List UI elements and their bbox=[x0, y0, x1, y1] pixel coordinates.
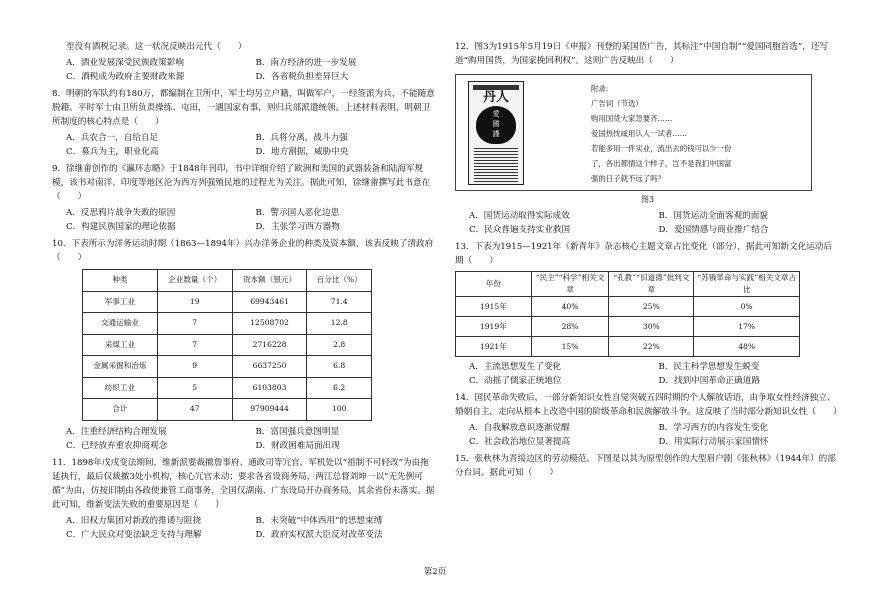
table-cell: 15% bbox=[531, 337, 609, 357]
option[interactable]: C．民众普遍支持实业救国 bbox=[469, 225, 571, 235]
option[interactable]: D．主张学习西方器物 bbox=[255, 222, 340, 232]
option[interactable]: A．反思鸦片战争失败的原因 bbox=[66, 208, 176, 218]
q8-options bbox=[66, 131, 437, 159]
table-row bbox=[456, 297, 800, 317]
text-line: 若能多用一件实业，流出去的钱可以少一份 bbox=[591, 144, 732, 153]
option[interactable]: D．政府实权派大臣反对改革变法 bbox=[255, 529, 383, 540]
table-cell: 28% bbox=[531, 317, 609, 337]
table-header: 百分比（%） bbox=[307, 270, 372, 292]
table-header: 年份 bbox=[456, 272, 532, 297]
q8-stem: 8．明朝的军队约有180万，都编制在卫所中，军士均另立户籍，叫做军户，一经签派为兵，不能随意脱籍。平时军士由卫所负责操练、屯田，一遇国家有事，则归兵部派遣统领。上述材料表明，明朝卫所制度的核心特点是（ ） bbox=[52, 89, 435, 127]
option[interactable]: A．注重经济结构合理发展 bbox=[66, 426, 167, 437]
option[interactable]: D．地方割据，威胁中央 bbox=[255, 147, 349, 157]
table-row bbox=[83, 399, 372, 421]
option[interactable]: D．找到中国革命正确道路 bbox=[658, 376, 760, 386]
table-cell: 12.8 bbox=[307, 313, 372, 335]
table-cell: 30% bbox=[609, 317, 694, 337]
table-header-row bbox=[456, 272, 800, 297]
q7-options bbox=[66, 56, 437, 84]
table-row bbox=[83, 334, 372, 356]
option[interactable]: B．富国强兵意图明显 bbox=[255, 426, 340, 437]
table-header: 资本额（银元） bbox=[232, 270, 307, 292]
table-header-row bbox=[83, 270, 372, 292]
table-cell: 交通运输业 bbox=[83, 313, 158, 335]
table-cell: 1915年 bbox=[456, 297, 532, 317]
option[interactable]: B．学习西方的内容发生变化 bbox=[658, 423, 768, 433]
table-row bbox=[83, 313, 372, 335]
emblem-char: 愛 bbox=[492, 110, 500, 118]
table-cell: 6.8 bbox=[307, 356, 372, 378]
table-cell: 25% bbox=[609, 297, 694, 317]
heart-emblem bbox=[476, 106, 516, 144]
table-cell: 97909444 bbox=[232, 399, 307, 421]
q9-stem: 9．徐继畬创作的《瀛环志略》于1848年刊印，书中详细介绍了欧洲和美国的武器装备和陆海军规模，该书对南洋、印度等地区沦为西方列强殖民地的过程尤为关注。据此可知，徐继畬撰写此书意在（ ） bbox=[52, 164, 431, 202]
table-cell: 40% bbox=[531, 297, 609, 317]
option[interactable]: A．兵农合一，自给自足 bbox=[66, 133, 159, 143]
table-cell: 2716228 bbox=[232, 334, 307, 356]
text-line: 广告词（节选） bbox=[591, 99, 643, 108]
option[interactable]: C．广大民众对变法缺乏支持与理解 bbox=[66, 529, 202, 540]
table-cell: 1921年 bbox=[456, 337, 532, 357]
figure-3 bbox=[455, 74, 812, 191]
q12-options bbox=[469, 209, 840, 237]
q13-stem: 13．下表为1915—1921年《新青年》杂志核心主题文章占比变化（部分），据此可知新文化运动后期（ ） bbox=[455, 242, 832, 266]
q12-stem: 12．图3为1915年5月19日《申报》刊登的某国货广告，其标注“中国自制”“爱国同胞首选”，还写道“购用国货，为国家挽回利权”。这则广告反映出（ ） bbox=[455, 42, 829, 66]
q11-stem: 11．1898年戊戌变法期间，维新派要裁撤詹事府、通政司等冗官，军机处以“祖制不可轻改”为由拖延执行，最后仅裁撤3处小机构，核心冗官未动；要求各省设商务局，两江总督刘坤一以“无先例可循”为由，仿按旧制由各政使兼管工商事务，全国仅湖南、广东设局开办商务局，其余省份未落实。据此可知，维新变法失败的重要原因是（ ） bbox=[52, 457, 435, 510]
option[interactable]: C．酒税成为政府主要财政来源 bbox=[66, 72, 185, 82]
table-cell: 47 bbox=[157, 399, 232, 421]
text-line: 强的日子就不远了吗？ bbox=[591, 174, 665, 183]
q11-options bbox=[66, 514, 437, 542]
table-row bbox=[456, 337, 800, 357]
table-cell: 7 bbox=[157, 334, 232, 356]
option[interactable]: A．国货运动取得实际成效 bbox=[469, 211, 570, 221]
page-number: 第2页 bbox=[423, 567, 447, 577]
option[interactable]: B．南方经济的进一步发展 bbox=[255, 58, 357, 68]
table-cell: 22% bbox=[609, 337, 694, 357]
table-cell: 2.8 bbox=[307, 334, 372, 356]
table-cell: 1919年 bbox=[456, 317, 532, 337]
option[interactable]: D．爱国情感与商业推广结合 bbox=[658, 225, 769, 235]
q10-options bbox=[66, 425, 437, 453]
q7-tail: 至没有酒税记录。这一状况反映出元代（ ） bbox=[66, 42, 247, 52]
table-header: “孔教”“旧道德”批判文章 bbox=[609, 272, 694, 297]
newspaper-ad-image bbox=[468, 81, 524, 185]
option[interactable]: A．酒业发展深受民族政策影响 bbox=[66, 58, 184, 68]
table-header: 企业数量（个） bbox=[157, 270, 232, 292]
table-cell: 19 bbox=[157, 291, 232, 313]
option[interactable]: D．各省税负担差异巨大 bbox=[255, 72, 349, 82]
table-cell: 合计 bbox=[83, 399, 158, 421]
table-cell: 12508702 bbox=[232, 313, 307, 335]
emblem-char: 謹 bbox=[492, 130, 500, 138]
option[interactable]: B．国货运动全面客观的面貌 bbox=[658, 211, 768, 221]
table-cell: 69943461 bbox=[232, 291, 307, 313]
right-column bbox=[455, 40, 840, 480]
table-header: “苏俄革命与实践”相关文章占比 bbox=[694, 272, 800, 297]
text-line: 附录: bbox=[591, 84, 609, 93]
text-line: 购用国货大家急要齐…… bbox=[591, 114, 673, 123]
option[interactable]: B．警示国人恶化边患 bbox=[255, 208, 340, 218]
table-header: 种类 bbox=[83, 270, 158, 292]
q13-table bbox=[455, 271, 800, 357]
table-cell: 军事工业 bbox=[83, 291, 158, 313]
table-row bbox=[83, 377, 372, 399]
text-line: 了，各出都情这个样子，岂不是我们中国富 bbox=[591, 159, 732, 168]
table-cell: 48% bbox=[694, 337, 800, 357]
table-cell: 5 bbox=[157, 377, 232, 399]
option[interactable]: C．动摇了儒家正统地位 bbox=[469, 376, 562, 386]
ad-headline: 丹人 bbox=[482, 90, 509, 105]
ad-transcription bbox=[591, 81, 806, 186]
option[interactable]: B．兵将分离，战斗力强 bbox=[255, 133, 348, 143]
table-cell: 6103803 bbox=[232, 377, 307, 399]
option[interactable]: C．已经放弃重农抑商观念 bbox=[66, 440, 168, 451]
table-cell: 71.4 bbox=[307, 291, 372, 313]
table-cell: 金属采掘和冶炼 bbox=[83, 356, 158, 378]
option[interactable]: C．募兵为主，职业化高 bbox=[66, 147, 159, 157]
option[interactable]: A．主流思想发生了变化 bbox=[469, 362, 562, 372]
table-cell: 7 bbox=[157, 313, 232, 335]
table-cell: 纺织工业 bbox=[83, 377, 158, 399]
table-header: “民主”“科学”相关文章 bbox=[531, 272, 609, 297]
q13-options bbox=[469, 360, 840, 388]
option[interactable]: B．民主科学思想发生蜕变 bbox=[658, 362, 760, 372]
option[interactable]: B．未突破“中体西用”的思想束缚 bbox=[255, 515, 383, 526]
option[interactable]: C．社会政治地位显著提高 bbox=[469, 437, 571, 447]
option[interactable]: A．旧权力集团对新政的推诿与阻挠 bbox=[66, 515, 202, 526]
left-column bbox=[52, 40, 437, 545]
table-cell: 0% bbox=[694, 297, 800, 317]
table-cell: 9 bbox=[157, 356, 232, 378]
table-cell: 17% bbox=[694, 317, 800, 337]
q10-table bbox=[82, 269, 372, 421]
q15-stem: 15．张秋林为晋绥边区的劳动模范。下图是以其为原型创作的大型眉户剧《张秋林》（1944年）的部分台词。据此可知（ ） bbox=[455, 454, 836, 478]
option[interactable]: D．财政困难局面出现 bbox=[255, 440, 340, 451]
table-row bbox=[83, 356, 372, 378]
table-cell: 6.2 bbox=[307, 377, 372, 399]
figure-caption: 图3 bbox=[640, 195, 655, 204]
ad-text-lines bbox=[474, 148, 518, 182]
option[interactable]: D．用实际行动展示家国情怀 bbox=[658, 437, 769, 447]
emblem-char: 國 bbox=[492, 120, 500, 128]
q9-options bbox=[66, 206, 437, 234]
q14-options bbox=[469, 421, 840, 449]
option[interactable]: A．自我解放意识逐渐觉醒 bbox=[469, 423, 570, 433]
table-cell: 100 bbox=[307, 399, 372, 421]
table-row bbox=[83, 291, 372, 313]
q14-stem: 14．国民革命失败后，一部分新知识女性自觉突破五四时期的个人解放话语，由争取女性经济独立、婚姻自主，走向从根本上改造中国的阶级革命和民族解放斗争。这反映了当时部分新知识女性（ ） bbox=[455, 393, 842, 417]
option[interactable]: C．构建民族国家的理论依据 bbox=[66, 222, 176, 232]
table-cell: 采煤工业 bbox=[83, 334, 158, 356]
table-row bbox=[456, 317, 800, 337]
table-cell: 6637250 bbox=[232, 356, 307, 378]
text-line: 爱国热忱咸用认人一试者…… bbox=[591, 129, 688, 138]
q10-stem: 10．下表所示为洋务运动时期（1863—1894年）兴办洋务企业的种类及资本额，该表反映了清政府（ ） bbox=[52, 239, 434, 263]
